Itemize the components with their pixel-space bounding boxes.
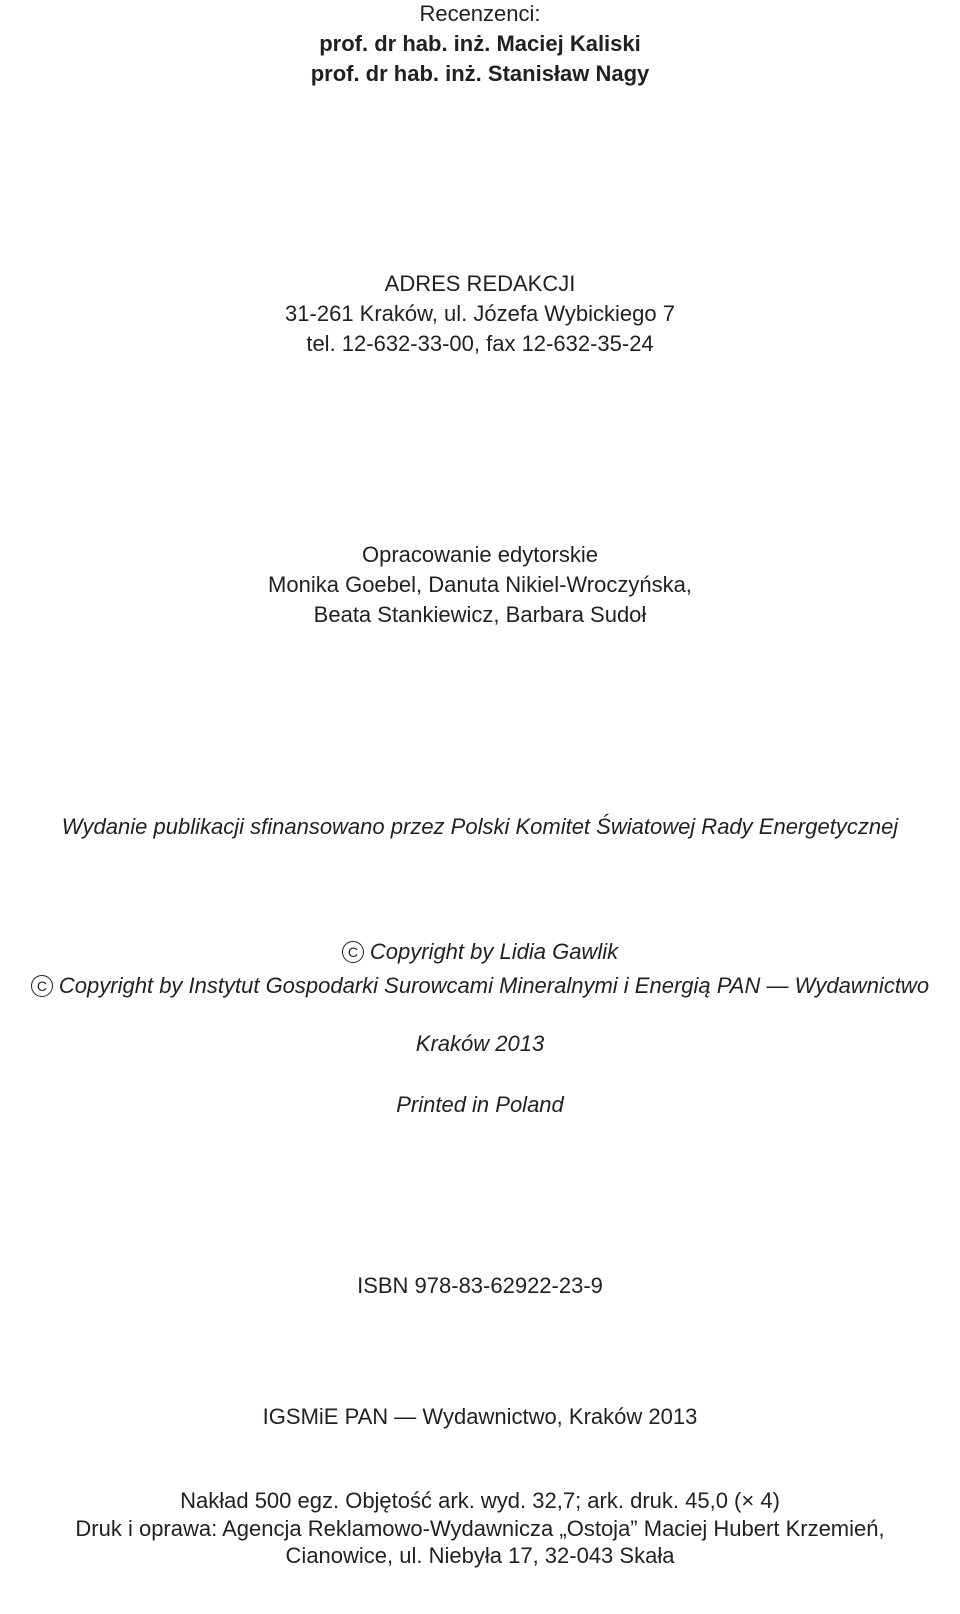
address-phone: tel. 12-632-33-00, fax 12-632-35-24 bbox=[306, 331, 654, 356]
funding-statement: Wydanie publikacji sfinansowano przez Polski Komitet Światowej Rady Energetycznej bbox=[61, 814, 899, 839]
copyright-line bbox=[0, 970, 960, 1000]
publisher-line: IGSMiE PAN — Wydawnictwo, Kraków 2013 bbox=[262, 1404, 698, 1429]
printer-address: Cianowice, ul. Niebyła 17, 32-043 Skała bbox=[285, 1543, 675, 1568]
place-year: Kraków 2013 bbox=[415, 1031, 545, 1056]
address-street: 31-261 Kraków, ul. Józefa Wybickiego 7 bbox=[285, 301, 675, 326]
reviewer-name: prof. dr hab. inż. Stanisław Nagy bbox=[310, 61, 650, 86]
printer-info: Druk i oprawa: Agencja Reklamowo-Wydawnicza „Ostoja” Maciej Hubert Krzemień, bbox=[75, 1516, 885, 1541]
reviewers-heading: Recenzenci: bbox=[419, 1, 541, 26]
reviewer-name: prof. dr hab. inż. Maciej Kaliski bbox=[319, 31, 641, 56]
copyright-icon: C bbox=[342, 941, 364, 963]
copyright-line bbox=[0, 936, 960, 966]
copyright-icon: C bbox=[31, 975, 53, 997]
printed-in: Printed in Poland bbox=[396, 1092, 564, 1117]
isbn: ISBN 978-83-62922-23-9 bbox=[357, 1273, 603, 1298]
copyright-text: Copyright by Instytut Gospodarki Surowcami Mineralnymi i Energią PAN — Wydawnictwo bbox=[58, 973, 930, 998]
copyright-text: Copyright by Lidia Gawlik bbox=[369, 939, 619, 964]
editing-names: Beata Stankiewicz, Barbara Sudoł bbox=[313, 602, 647, 627]
editing-names: Monika Goebel, Danuta Nikiel-Wroczyńska, bbox=[268, 572, 692, 597]
editing-heading: Opracowanie edytorskie bbox=[361, 542, 598, 567]
print-run: Nakład 500 egz. Objętość ark. wyd. 32,7; ark. druk. 45,0 (× 4) bbox=[180, 1488, 780, 1513]
address-heading: ADRES REDAKCJI bbox=[384, 271, 576, 296]
